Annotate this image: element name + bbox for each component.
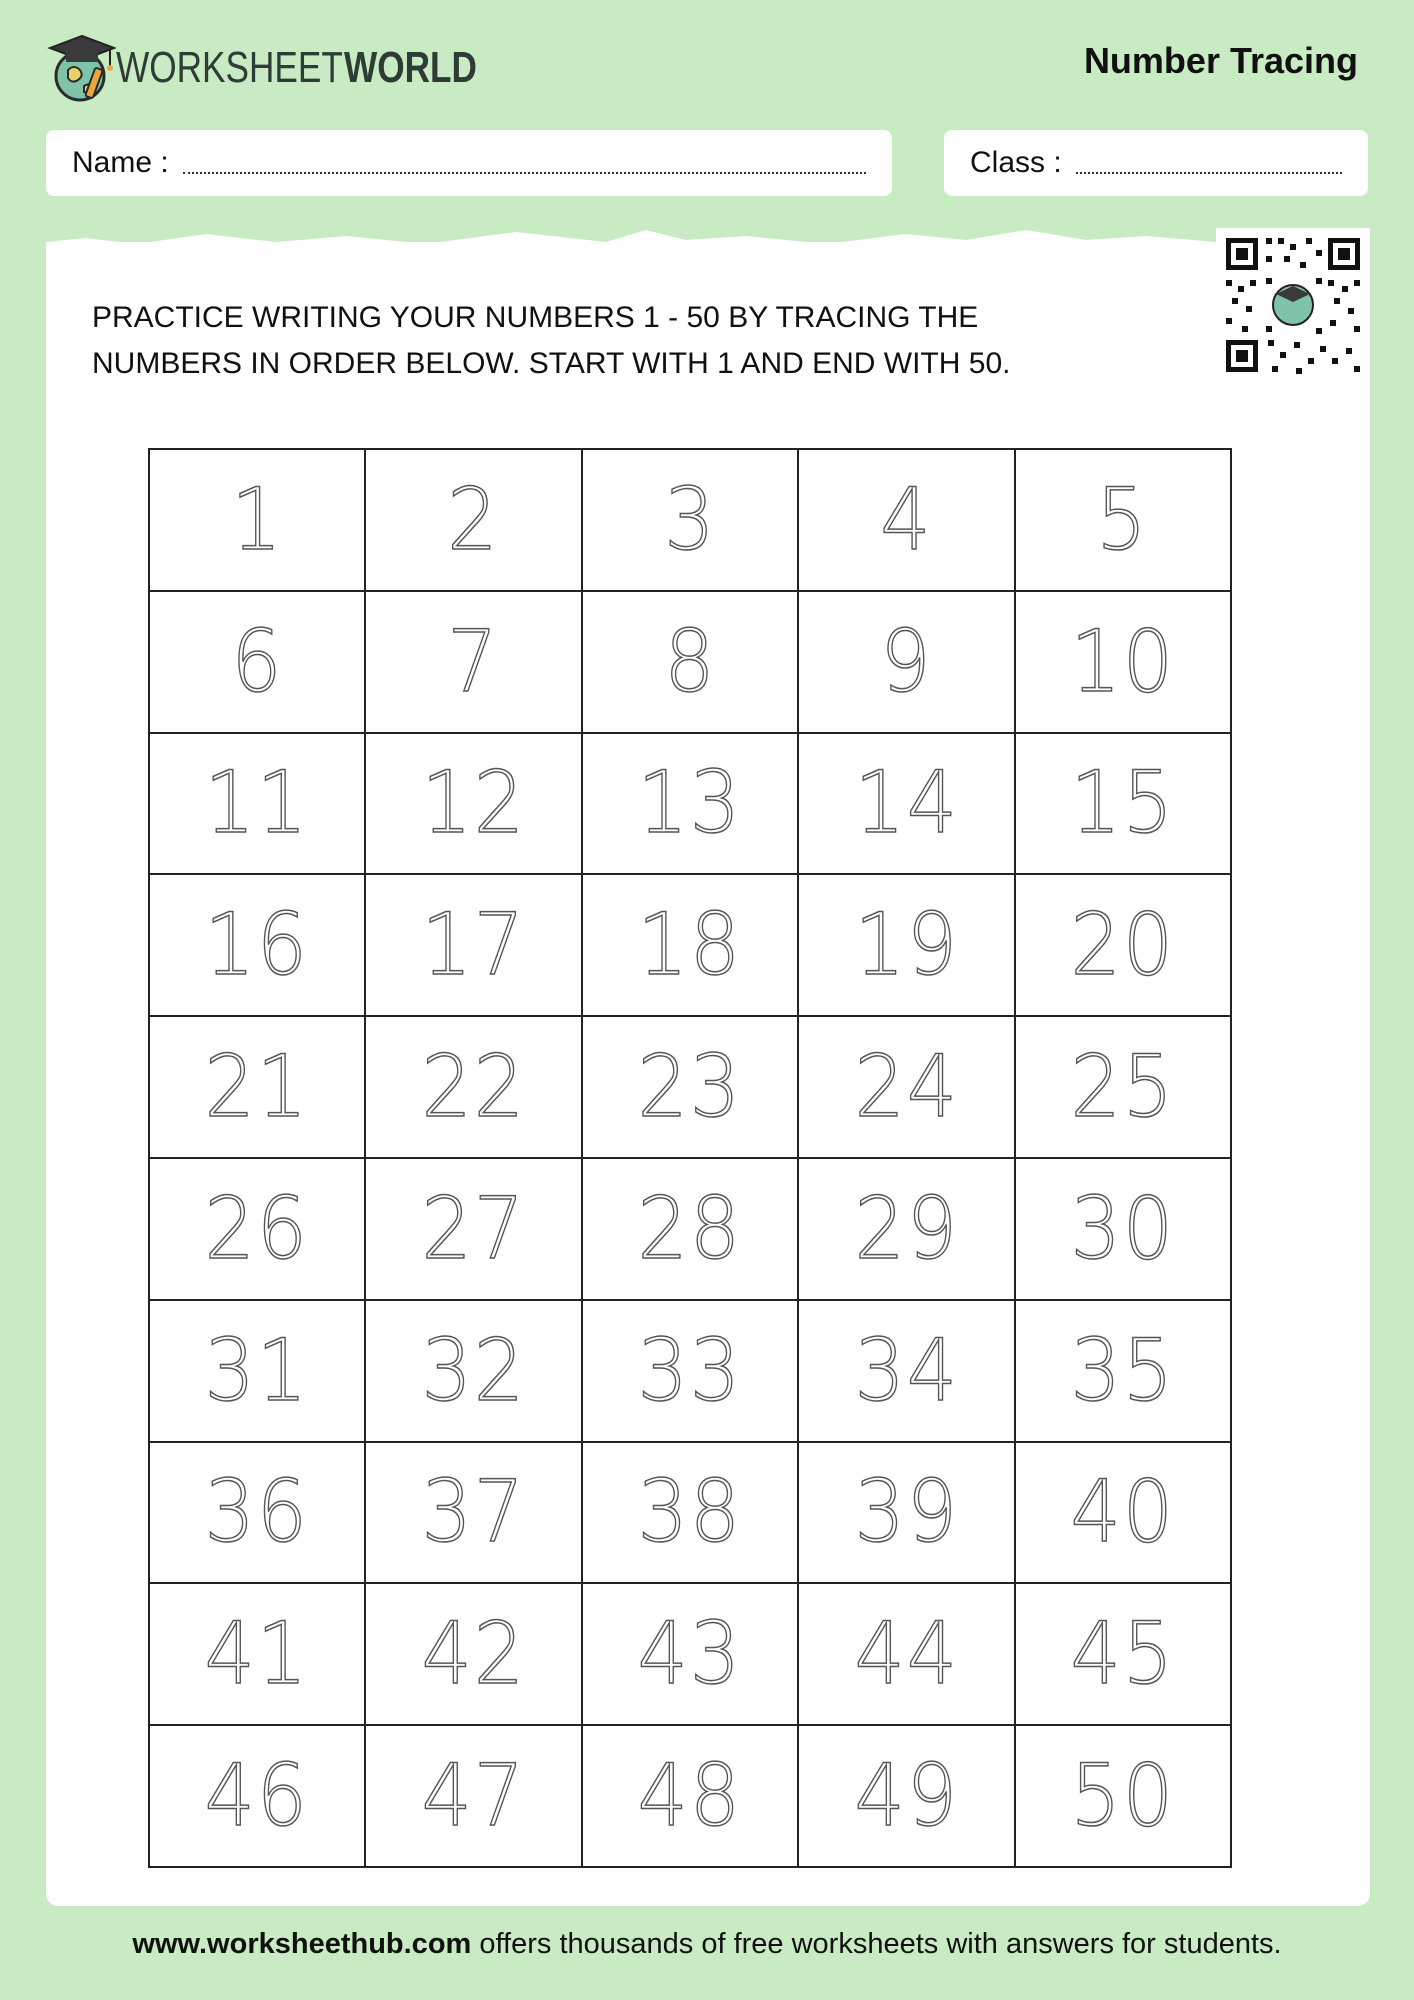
tracing-cell[interactable]	[799, 734, 1015, 876]
trace-number: 25	[1070, 1037, 1175, 1138]
tracing-cell[interactable]	[583, 592, 799, 734]
trace-number: 48	[637, 1746, 743, 1847]
tracing-cell[interactable]	[366, 1159, 582, 1301]
trace-number: 2	[447, 469, 500, 570]
tracing-cell[interactable]	[799, 1726, 1015, 1868]
tracing-cell[interactable]	[1016, 734, 1232, 876]
tracing-cell[interactable]	[1016, 1301, 1232, 1443]
footer-text: offers thousands of free worksheets with answers for students.	[471, 1928, 1282, 1960]
tracing-cell[interactable]	[1016, 450, 1232, 592]
name-label: Name :	[72, 146, 169, 179]
trace-number: 44	[854, 1604, 959, 1705]
tracing-cell[interactable]	[799, 1443, 1015, 1585]
tracing-cell[interactable]	[799, 450, 1015, 592]
tracing-cell[interactable]	[366, 1443, 582, 1585]
trace-number: 4	[880, 469, 933, 570]
brand-name-light: WORKSHEET	[116, 43, 343, 92]
trace-number: 33	[637, 1320, 743, 1421]
trace-number: 5	[1096, 469, 1149, 570]
graduation-globe-icon	[46, 30, 116, 106]
trace-number: 20	[1070, 895, 1175, 996]
trace-number: 37	[421, 1462, 526, 1563]
tracing-cell[interactable]	[799, 1301, 1015, 1443]
trace-number: 27	[421, 1178, 526, 1279]
tracing-cell[interactable]	[583, 1726, 799, 1868]
tracing-cell[interactable]	[150, 734, 366, 876]
trace-number: 30	[1070, 1178, 1175, 1279]
trace-number: 17	[421, 895, 526, 996]
tracing-cell[interactable]	[1016, 1584, 1232, 1726]
trace-number: 18	[637, 895, 743, 996]
tracing-cell[interactable]	[366, 1017, 582, 1159]
tracing-cell[interactable]	[150, 875, 366, 1017]
qr-code-icon	[1216, 228, 1370, 382]
tracing-cell[interactable]	[1016, 592, 1232, 734]
tracing-cell[interactable]	[150, 1159, 366, 1301]
tracing-cell[interactable]	[1016, 1159, 1232, 1301]
trace-number: 46	[205, 1746, 310, 1847]
tracing-cell[interactable]	[799, 1584, 1015, 1726]
tracing-cell[interactable]	[366, 1584, 582, 1726]
trace-number: 40	[1070, 1462, 1175, 1563]
tracing-cell[interactable]	[1016, 1017, 1232, 1159]
tracing-cell[interactable]	[1016, 1443, 1232, 1585]
worksheet-title: Number Tracing	[1083, 40, 1358, 81]
tracing-cell[interactable]	[799, 1017, 1015, 1159]
trace-number: 10	[1070, 611, 1175, 712]
trace-number: 35	[1070, 1320, 1175, 1421]
tracing-cell[interactable]	[583, 1301, 799, 1443]
trace-number: 32	[421, 1320, 526, 1421]
trace-number: 36	[205, 1462, 310, 1563]
tracing-cell[interactable]	[150, 1301, 366, 1443]
tracing-cell[interactable]	[150, 450, 366, 592]
trace-number: 49	[854, 1746, 959, 1847]
class-field[interactable]	[944, 130, 1368, 196]
trace-number: 31	[205, 1320, 310, 1421]
tracing-cell[interactable]	[1016, 875, 1232, 1017]
tracing-cell[interactable]	[799, 1159, 1015, 1301]
footer	[0, 1928, 1414, 1961]
instructions-line-1: PRACTICE WRITING YOUR NUMBERS 1 - 50 BY TRACING THE	[92, 301, 979, 334]
trace-number: 50	[1070, 1746, 1175, 1847]
trace-number: 29	[854, 1178, 959, 1279]
trace-number: 1	[231, 469, 284, 570]
trace-number: 21	[205, 1037, 310, 1138]
trace-number: 34	[854, 1320, 959, 1421]
tracing-cell[interactable]	[366, 450, 582, 592]
brand-name	[116, 43, 510, 93]
tracing-cell[interactable]	[366, 592, 582, 734]
trace-number: 19	[854, 895, 959, 996]
tracing-cell[interactable]	[150, 1726, 366, 1868]
tracing-cell[interactable]	[366, 875, 582, 1017]
tracing-cell[interactable]	[583, 450, 799, 592]
name-write-line[interactable]	[183, 172, 866, 174]
trace-number: 45	[1070, 1604, 1175, 1705]
tracing-cell[interactable]	[150, 1443, 366, 1585]
tracing-cell[interactable]	[366, 1726, 582, 1868]
trace-number: 13	[637, 753, 743, 854]
tracing-cell[interactable]	[799, 592, 1015, 734]
trace-number: 28	[637, 1178, 743, 1279]
instructions-line-2: NUMBERS IN ORDER BELOW. START WITH 1 AND END WITH 50.	[92, 347, 1011, 380]
tracing-cell[interactable]	[1016, 1726, 1232, 1868]
tracing-grid	[148, 448, 1232, 1868]
footer-site[interactable]: www.worksheethub.com	[132, 1928, 472, 1960]
brand-name-bold: WORLD	[343, 43, 477, 92]
trace-number: 15	[1070, 753, 1175, 854]
trace-number: 12	[421, 753, 526, 854]
trace-number: 38	[637, 1462, 743, 1563]
tracing-cell[interactable]	[150, 592, 366, 734]
trace-number: 26	[205, 1178, 310, 1279]
trace-number: 9	[880, 611, 933, 712]
tracing-cell[interactable]	[583, 1443, 799, 1585]
class-label: Class :	[970, 146, 1062, 179]
tracing-cell[interactable]	[583, 1017, 799, 1159]
tracing-cell[interactable]	[366, 1301, 582, 1443]
tracing-cell[interactable]	[583, 1159, 799, 1301]
trace-number: 41	[205, 1604, 310, 1705]
trace-number: 47	[421, 1746, 526, 1847]
trace-number: 7	[447, 611, 500, 712]
trace-number: 6	[231, 611, 284, 712]
trace-number: 3	[663, 469, 717, 570]
tracing-cell[interactable]	[366, 734, 582, 876]
trace-number: 22	[421, 1037, 526, 1138]
trace-number: 8	[663, 611, 717, 712]
tracing-cell[interactable]	[150, 1017, 366, 1159]
trace-number: 43	[637, 1604, 743, 1705]
tracing-cell[interactable]	[583, 875, 799, 1017]
tracing-cell[interactable]	[799, 875, 1015, 1017]
tracing-cell[interactable]	[583, 734, 799, 876]
tracing-cell[interactable]	[150, 1584, 366, 1726]
trace-number: 11	[205, 753, 310, 854]
trace-number: 14	[854, 753, 959, 854]
trace-number: 16	[205, 895, 310, 996]
tracing-cell[interactable]	[583, 1584, 799, 1726]
class-write-line[interactable]	[1076, 172, 1342, 174]
trace-number: 24	[854, 1037, 959, 1138]
instructions	[92, 295, 1092, 387]
trace-number: 39	[854, 1462, 959, 1563]
trace-number: 23	[637, 1037, 743, 1138]
brand-logo	[46, 30, 510, 106]
name-field[interactable]	[46, 130, 892, 196]
trace-number: 42	[421, 1604, 526, 1705]
